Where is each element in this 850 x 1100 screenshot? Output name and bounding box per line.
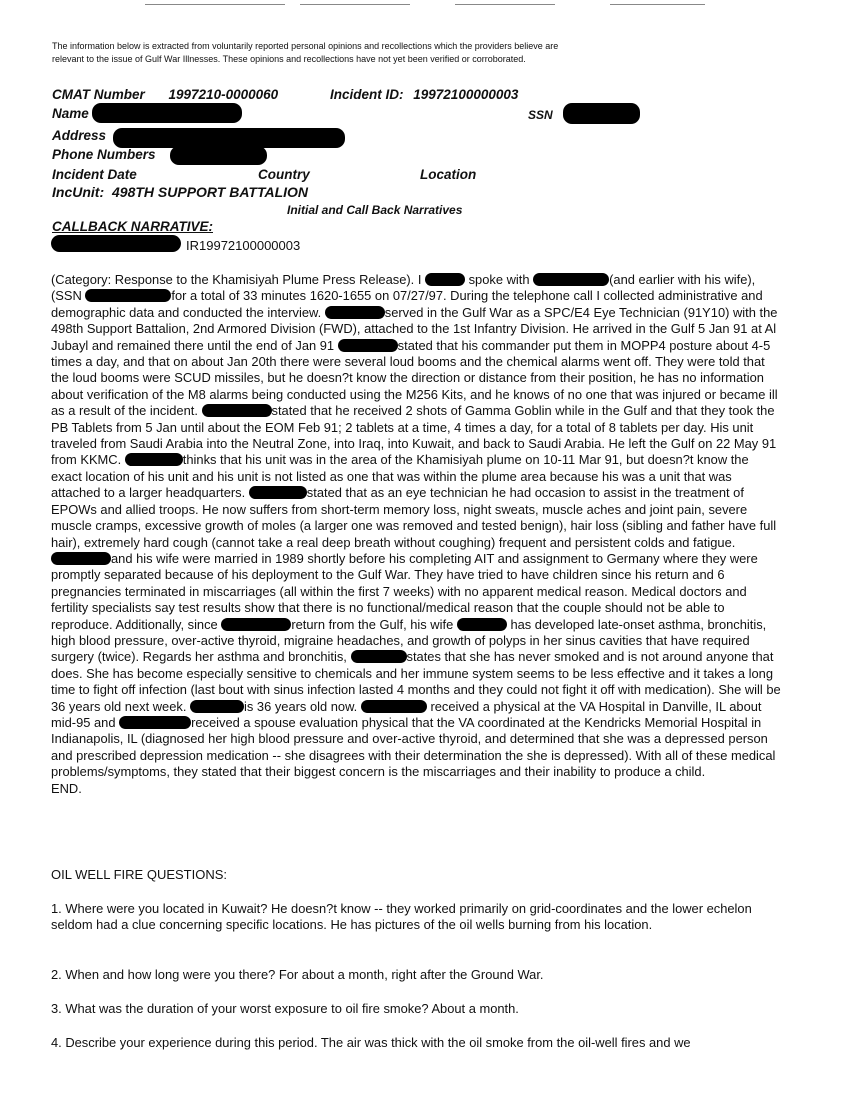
redaction xyxy=(85,289,171,302)
cmat-value: 1997210-0000060 xyxy=(168,87,279,102)
top-rule-4 xyxy=(610,4,705,5)
incident-id-label: Incident ID: xyxy=(330,87,404,102)
top-rule-2 xyxy=(300,4,410,5)
cmat-row xyxy=(52,87,278,102)
narrative-text: received a spouse evaluation physical that the VA coordinated at the Kendricks Memorial Hospital in Indianapolis, IL (diagnosed her high blood pressure and over-active thyroid, and determined that she was a depressed person and prescribed depression medication -- she disagrees with their determination the she is depressed). With all of these medical problems/symptoms, they stated that their biggest concern is the miscarriages and their inability to produce a child. xyxy=(51,714,776,780)
redaction xyxy=(125,453,183,466)
incunit-row xyxy=(52,184,308,200)
redaction xyxy=(221,618,291,631)
redaction xyxy=(249,486,307,499)
address-label: Address xyxy=(52,128,107,143)
question-4: 4. Describe your experience during this period. The air was thick with the oil smoke from the oil-well fires and we xyxy=(51,1035,691,1050)
redaction xyxy=(425,273,465,286)
redaction xyxy=(51,552,111,565)
oil-well-fire-heading: OIL WELL FIRE QUESTIONS: xyxy=(51,867,228,882)
narrative-text: is 36 years old now. xyxy=(244,698,358,714)
narrative-text: and his wife were married in 1989 shortly before his completing AIT and assignment to Germany where they were promptly separated because of his deployment to the Gulf War. They have tried to have children since his return and 6 pregnancies terminated in miscarriages (all within the first 7 weeks) with no apparent medical reason. Medical doctors and fertility specialists say test results show that there is no functional/medical reason that the couple should not be able to reproduce. Additionally, since xyxy=(51,550,758,632)
narrative-text: (Category: Response to the Khamisiyah Plume Press Release). I xyxy=(51,272,422,287)
callback-narrative xyxy=(51,272,781,797)
address-redaction xyxy=(113,128,345,148)
narrative-text: stated that his commander put them in MOPP4 posture about 4-5 times a day, and that on about Jan 20th there were several loud booms and the chemical alarms went off. They were told that the loud booms were SCUD missiles, but he doesn?t know the direction or distance from their position, he has no information about verification of the M8 alarms being conducted using the M256 Kits, and he knows of no one that was injured or became ill as a result of the incident. xyxy=(51,337,778,419)
name-label: Name xyxy=(52,106,89,121)
narrative-text: (and earlier with his wife), (SSN xyxy=(51,272,756,304)
narrative-end: END. xyxy=(51,780,82,796)
redaction xyxy=(190,700,244,713)
question-3: 3. What was the duration of your worst exposure to oil fire smoke? About a month. xyxy=(51,1001,519,1016)
question-2: 2. When and how long were you there? For about a month, right after the Ground War. xyxy=(51,967,544,982)
narrative-text: received a physical at the VA Hospital in Danville, IL about mid-95 and xyxy=(51,698,762,730)
incident-id-value: 19972100000003 xyxy=(413,87,519,102)
redaction xyxy=(351,650,407,663)
redaction xyxy=(325,306,385,319)
narrative-text: has developed late-onset asthma, bronchitis, high blood pressure, over-active thyroid, migraine headaches, and growth of polyps in her sinus cavities that have required surgery (twice). Regards her asthma and bronchitis, xyxy=(51,616,767,665)
callback-redaction xyxy=(51,235,181,252)
question-1: 1. Where were you located in Kuwait? He doesn?t know -- they worked primarily on grid-coordinates and the lower echelon seldom had a clue concerning specific locations. He has pictures of the oil wells burning from his location. xyxy=(51,901,752,933)
disclaimer: The information below is extracted from voluntarily reported personal opinions and recollections which the providers believe are relevant to the issue of Gulf War Illnesses. These opinions and recollections have not yet been verified or corroborated. xyxy=(52,41,559,64)
narrative-text: thinks that his unit was in the area of the Khamisiyah plume on 10-11 Mar 91, but doesn?t know the exact location of his unit and his unit is not listed as one that was within the plume area because his was a unit that was attached to a larger headquarters. xyxy=(51,452,749,501)
phone-label: Phone Numbers xyxy=(52,147,156,162)
top-rule-1 xyxy=(145,4,285,5)
redaction xyxy=(533,273,609,286)
narrative-text: return from the Gulf, his wife xyxy=(291,616,454,632)
phone-redaction xyxy=(170,146,267,165)
narrative-text: served in the Gulf War as a SPC/E4 Eye Technician (91Y10) with the 498th Support Battalion, 2nd Armored Division (FWD), attached to the 1st Infantry Division. He arrived in the Gulf 5 Jan 91 at Al Jubayl and remained there until the end of Jan 91 xyxy=(51,304,778,353)
ssn-redaction xyxy=(563,103,640,124)
incident-date-label: Incident Date xyxy=(52,167,137,182)
narrative-text: stated that as an eye technician he had occasion to assist in the treatment of EPOWs and allied troops. He now suffers from short-term memory loss, night sweats, muscle aches and joint pain, severe muscle cramps, excessive growth of moles (a larger one was removed and tested benign), hair loss (sibling and father have full hair), extremely hard cough (cannot take a real deep breath without coughing) frequent and persistent colds and fatigue. xyxy=(51,485,777,550)
name-redaction xyxy=(92,103,242,123)
top-rule-3 xyxy=(455,4,555,5)
ir-number: IR19972100000003 xyxy=(186,238,301,253)
ssn-label: SSN xyxy=(528,108,553,122)
incunit-value: 498TH SUPPORT BATTALION xyxy=(112,184,309,200)
redaction xyxy=(338,339,398,352)
redaction xyxy=(119,716,191,729)
narrative-paragraph xyxy=(51,272,781,781)
narrative-text: spoke with xyxy=(468,272,530,287)
incunit-label: IncUnit: xyxy=(52,184,105,200)
narrative-text: stated that he received 2 shots of Gamma Goblin while in the Gulf and that they took the PB Tablets from 5 Jan until about the EOM Feb 91; 2 tablets at a time, 4 times a day, for a total of 8 tablets per day. His unit traveled from Saudi Arabia into the Neutral Zone, into Iraq, into Kuwait, and back to Saudi Arabia. He left the Gulf on 22 May 91 from KKMC. xyxy=(51,403,777,468)
cmat-label: CMAT Number xyxy=(52,87,145,102)
incident-id-row xyxy=(330,87,518,102)
redaction xyxy=(457,618,507,631)
country-label: Country xyxy=(258,167,310,182)
redaction xyxy=(361,700,427,713)
callback-narrative-label: CALLBACK NARRATIVE: xyxy=(52,219,213,234)
narratives-subtitle: Initial and Call Back Narratives xyxy=(287,203,463,217)
redaction xyxy=(202,404,272,417)
location-label: Location xyxy=(420,167,477,182)
narrative-text: for a total of 33 minutes 1620-1655 on 07/27/97. During the telephone call I collected administrative and demographic data and conducted the interview. xyxy=(51,288,763,320)
narrative-text: states that she has never smoked and is not around anyone that does. She has become especially sensitive to chemicals and her immune system seems to be less effective and it takes a long time to fight off infection (last bout with sinus infection lasted 4 months and they could not fight it off with medication). She will be 36 years old next week. xyxy=(51,649,781,714)
